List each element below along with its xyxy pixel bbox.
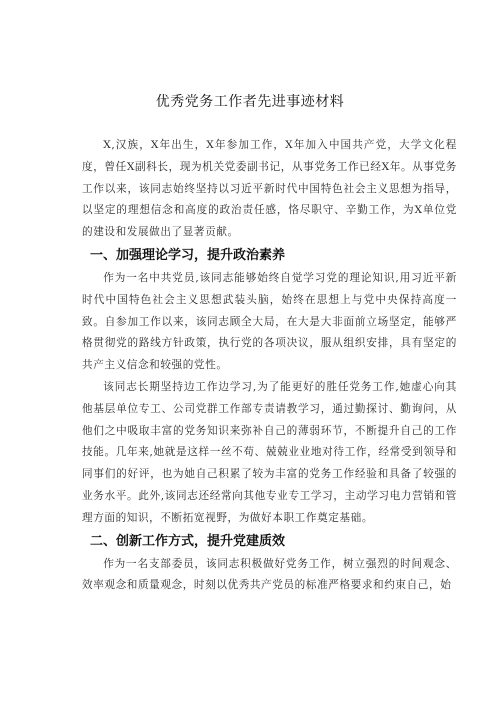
intro-paragraph: X,汉族，X年出生，X年参加工作，X年加入中国共产党，大学文化程度，曾任X副科长，现为机关党委副书记，从事党务工作已经X年。从事党务工作以来，该同志始终坚持以习近平新时代中国特色社会主义思想为指导，以坚定的理想信念和高度的政治责任感，恪尽职守、辛勤工作，为X单位党的建设和发展做出了显著贡献。: [82, 139, 457, 239]
document-body: [82, 135, 457, 597]
document-title: 优秀党务工作者先进事迹材料: [155, 94, 345, 110]
section-1-paragraph-2: 该同志长期坚持边工作边学习,为了能更好的胜任党务工作,她虚心向其他基层单位专工、公司党群工作部专责请教学习，通过勤探讨、勤询问，从他们之中吸取丰富的党务知识来弥补自己的薄弱环节，不断提升自己的工作技能。几年来,她就是这样一丝不苟、兢兢业业地对待工作，经常受到领导和同事们的好评，也为她自己积累了较为丰富的党务工作经验和具备了较强的业务水平。此外,该同志还经常向其他专业专工学习，主动学习电力营销和管理方面的知识，不断拓宽视野，为做好本职工作奠定基础。: [82, 380, 457, 524]
section-2-paragraph-1: 作为一名支部委员，该同志积极做好党务工作，树立强烈的时间观念、效率观念和质量观念，时刻以优秀共产党员的标准严格要求和约束自己，始: [82, 557, 457, 592]
section-1-paragraph-1: 作为一名中共党员,该同志能够始终自觉学习党的理论知识,用习近平新时代中国特色社会主义思想武装头脑，始终在思想上与党中央保持高度一致。自参加工作以来，该同志顾全大局，在大是大非面前立场坚定，能够严格贯彻党的路线方针政策，执行党的各项决议，服从组织安排，具有坚定的共产主义信念和较强的党性。: [82, 271, 457, 372]
section-1-heading: 一、加强理论学习，提升政治素养: [90, 247, 286, 263]
section-2-heading: 二、创新工作方式，提升党建质效: [90, 533, 286, 549]
